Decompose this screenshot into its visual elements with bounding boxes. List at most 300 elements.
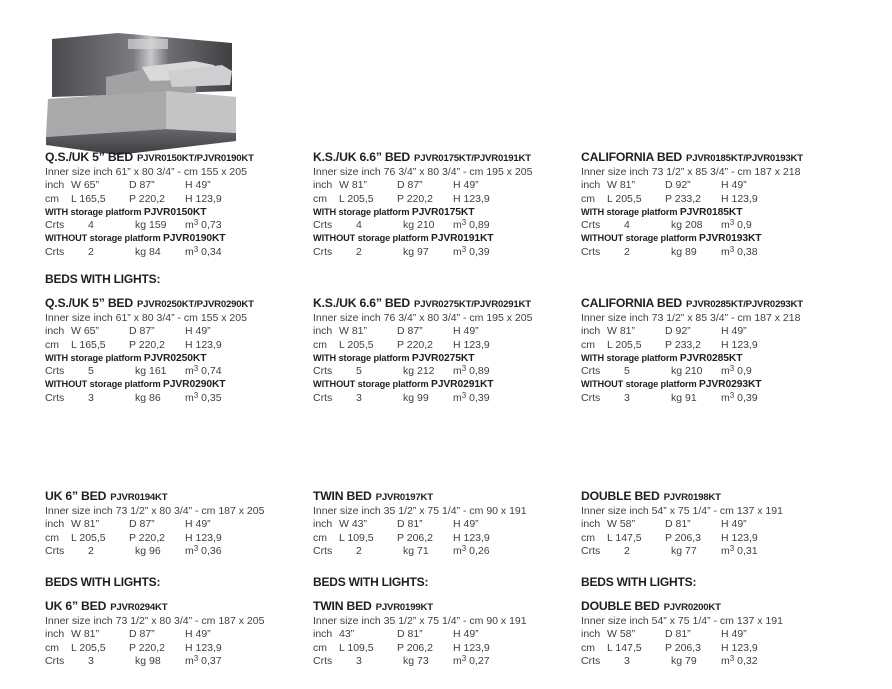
storage-option <box>45 232 315 245</box>
cm-value: L 205,5 <box>339 192 374 205</box>
inner-size-text: Inner size inch 35 1/2” x 75 1/4” - cm 90 x 191 <box>313 615 527 627</box>
volume-exponent: 3 <box>193 543 199 553</box>
volume-value: 0,31 <box>734 544 758 557</box>
crts-label: Crts <box>581 544 601 557</box>
crts-weight: kg 98 <box>135 654 161 667</box>
crts-count: 2 <box>356 544 362 557</box>
storage-label: WITHOUT storage platform <box>581 379 697 390</box>
volume-unit: m <box>453 391 462 404</box>
cm-value: H 123,9 <box>185 531 222 544</box>
inch-value: W 58” <box>607 518 636 531</box>
storage-code: PJVR0275KT <box>411 352 475 364</box>
cm-dimensions <box>581 193 851 206</box>
cm-value: P 206,2 <box>397 641 434 654</box>
cm-value: L 109,5 <box>339 531 374 544</box>
cm-value: L 205,5 <box>607 192 642 205</box>
crts-volume <box>721 246 758 259</box>
crts-label: Crts <box>45 391 65 404</box>
cm-value: P 233,2 <box>665 192 702 205</box>
volume-unit: m <box>185 219 194 232</box>
crts-label: Crts <box>45 219 65 232</box>
cm-value: P 220,2 <box>397 192 434 205</box>
product-code: PJVR0294KT <box>110 602 168 613</box>
crts-count: 4 <box>624 219 630 232</box>
cm-value: L 205,5 <box>607 338 642 351</box>
product-name: CALIFORNIA BED <box>581 296 683 310</box>
inch-dimensions <box>313 518 583 531</box>
product-title <box>313 489 583 505</box>
crts-count: 3 <box>88 654 94 667</box>
crts-weight: kg 161 <box>135 365 167 378</box>
volume-value: 0,39 <box>466 245 490 258</box>
cm-value: H 123,9 <box>185 192 222 205</box>
crts-weight: kg 99 <box>403 391 429 404</box>
inch-value: D 92” <box>665 179 691 192</box>
volume-value: 0,89 <box>466 365 490 378</box>
inner-size-text: Inner size inch 73 1/2” x 80 3/4” - cm 187 x 205 <box>45 615 265 627</box>
storage-option <box>581 352 851 365</box>
crts-count: 5 <box>356 365 362 378</box>
crts-count: 4 <box>88 219 94 232</box>
volume-unit: m <box>721 391 730 404</box>
cm-value: H 123,9 <box>185 641 222 654</box>
crts-row <box>45 365 315 378</box>
volume-exponent: 3 <box>461 543 467 553</box>
crts-weight: kg 84 <box>135 245 161 258</box>
inch-value: W 81” <box>339 325 368 338</box>
volume-unit: m <box>453 365 462 378</box>
cm-value: H 123,9 <box>453 641 490 654</box>
crts-volume <box>721 545 758 558</box>
crts-volume <box>721 219 752 232</box>
product-title <box>313 599 583 615</box>
inch-value: inch <box>313 628 333 641</box>
storage-label: WITHOUT storage platform <box>581 233 697 244</box>
inner-size-text: Inner size inch 54” x 75 1/4” - cm 137 x 191 <box>581 505 783 517</box>
crts-row <box>581 392 851 405</box>
crts-count: 2 <box>624 245 630 258</box>
inch-value: W 81” <box>71 628 100 641</box>
storage-code: PJVR0150KT <box>143 206 207 218</box>
volume-exponent: 3 <box>729 364 735 374</box>
inch-value: inch <box>45 325 65 338</box>
inner-size <box>45 166 315 179</box>
crts-row <box>581 365 851 378</box>
cm-value: P 233,2 <box>665 338 702 351</box>
storage-code: PJVR0293KT <box>698 379 762 391</box>
inch-dimensions <box>313 325 583 338</box>
crts-count: 3 <box>624 391 630 404</box>
inch-value: H 49” <box>185 325 211 338</box>
volume-exponent: 3 <box>729 653 735 663</box>
product-title <box>313 150 583 166</box>
cm-value: H 123,9 <box>721 338 758 351</box>
crts-label: Crts <box>313 245 333 258</box>
volume-exponent: 3 <box>193 244 199 254</box>
inch-value: H 49” <box>185 179 211 192</box>
crts-label: Crts <box>45 245 65 258</box>
storage-label: WITH storage platform <box>581 352 678 363</box>
volume-value: 0,73 <box>198 219 222 232</box>
product-block <box>581 296 851 405</box>
crts-volume <box>185 655 222 668</box>
volume-value: 0,27 <box>466 654 490 667</box>
cm-value: L 165,5 <box>71 338 106 351</box>
crts-row <box>313 219 583 232</box>
crts-volume <box>453 365 490 378</box>
product-code: PJVR0150KT/PJVR0190KT <box>136 153 254 164</box>
product-title <box>45 489 315 505</box>
cm-value: L 205,5 <box>71 641 106 654</box>
crts-volume <box>185 246 222 259</box>
crts-weight: kg 212 <box>403 365 435 378</box>
crts-count: 3 <box>624 654 630 667</box>
product-code: PJVR0175KT/PJVR0191KT <box>414 153 531 164</box>
inch-value: H 49” <box>453 179 479 192</box>
crts-label: Crts <box>581 391 601 404</box>
volume-unit: m <box>185 391 194 404</box>
product-code: PJVR0285KT/PJVR0293KT <box>686 299 803 310</box>
product-code: PJVR0199KT <box>375 602 433 613</box>
cm-value: L 165,5 <box>71 192 106 205</box>
cm-dimensions <box>45 532 315 545</box>
inch-value: W 81” <box>71 518 100 531</box>
inch-value: D 87” <box>129 628 155 641</box>
inner-size <box>581 615 851 628</box>
cm-value: P 220,2 <box>129 338 166 351</box>
volume-value: 0,89 <box>466 219 490 232</box>
cm-value: P 220,2 <box>397 338 434 351</box>
volume-value: 0,26 <box>466 544 490 557</box>
cm-value: cm <box>45 338 59 351</box>
cm-value: P 206,3 <box>665 531 702 544</box>
crts-weight: kg 210 <box>403 219 435 232</box>
storage-label: WITHOUT storage platform <box>45 379 161 390</box>
inch-value: inch <box>313 325 333 338</box>
storage-option <box>581 232 851 245</box>
storage-option <box>45 378 315 391</box>
crts-label: Crts <box>45 544 65 557</box>
inner-size-text: Inner size inch 73 1/2” x 80 3/4” - cm 187 x 205 <box>45 505 265 517</box>
cm-value: H 123,9 <box>453 531 490 544</box>
storage-option <box>45 206 315 219</box>
product-title <box>45 296 315 312</box>
cm-dimensions <box>581 339 851 352</box>
inch-value: D 87” <box>129 518 155 531</box>
storage-label: WITHOUT storage platform <box>45 233 161 244</box>
volume-value: 0,39 <box>466 391 490 404</box>
cm-dimensions <box>313 642 583 655</box>
crts-row <box>313 545 583 558</box>
cm-dimensions <box>313 193 583 206</box>
inch-dimensions <box>45 179 315 192</box>
inner-size <box>581 312 851 325</box>
product-title <box>313 296 583 312</box>
inch-value: D 81” <box>665 518 691 531</box>
volume-unit: m <box>721 245 730 258</box>
section-heading: BEDS WITH LIGHTS: <box>313 575 429 589</box>
cm-value: cm <box>45 641 59 654</box>
inner-size-text: Inner size inch 76 3/4” x 80 3/4” - cm 195 x 205 <box>313 312 533 324</box>
inner-size-text: Inner size inch 61” x 80 3/4” - cm 155 x 205 <box>45 312 247 324</box>
crts-count: 3 <box>88 391 94 404</box>
inner-size <box>45 615 315 628</box>
crts-weight: kg 208 <box>671 219 703 232</box>
crts-volume <box>453 219 490 232</box>
cm-value: H 123,9 <box>721 531 758 544</box>
cm-dimensions <box>313 339 583 352</box>
crts-label: Crts <box>313 654 333 667</box>
inch-dimensions <box>581 628 851 641</box>
storage-label: WITH storage platform <box>45 352 142 363</box>
crts-weight: kg 77 <box>671 544 697 557</box>
volume-exponent: 3 <box>729 218 735 228</box>
volume-exponent: 3 <box>729 390 735 400</box>
inch-value: W 43” <box>339 518 368 531</box>
product-block <box>45 489 315 558</box>
crts-label: Crts <box>313 391 333 404</box>
volume-value: 0,9 <box>734 365 752 378</box>
inch-value: H 49” <box>453 518 479 531</box>
cm-value: P 220,2 <box>129 641 166 654</box>
cm-dimensions <box>313 532 583 545</box>
crts-row <box>313 655 583 668</box>
cm-value: cm <box>45 531 59 544</box>
storage-option <box>581 206 851 219</box>
product-name: Q.S./UK 5” BED <box>45 296 133 310</box>
storage-code: PJVR0285KT <box>679 352 743 364</box>
product-name: UK 6” BED <box>45 599 107 613</box>
crts-row <box>45 246 315 259</box>
volume-exponent: 3 <box>461 653 467 663</box>
crts-volume <box>453 545 490 558</box>
storage-option <box>313 352 583 365</box>
crts-volume <box>453 246 490 259</box>
crts-count: 3 <box>356 654 362 667</box>
crts-row <box>313 365 583 378</box>
volume-value: 0,36 <box>198 544 222 557</box>
storage-label: WITH storage platform <box>313 352 410 363</box>
crts-weight: kg 71 <box>403 544 429 557</box>
cm-dimensions <box>45 193 315 206</box>
volume-exponent: 3 <box>193 364 199 374</box>
cm-value: cm <box>313 338 327 351</box>
cm-value: H 123,9 <box>721 641 758 654</box>
inch-value: inch <box>581 325 601 338</box>
storage-option <box>313 206 583 219</box>
crts-label: Crts <box>313 365 333 378</box>
storage-label: WITH storage platform <box>581 206 678 217</box>
storage-code: PJVR0193KT <box>698 233 762 245</box>
crts-weight: kg 159 <box>135 219 167 232</box>
crts-volume <box>185 365 222 378</box>
crts-weight: kg 96 <box>135 544 161 557</box>
crts-count: 2 <box>88 245 94 258</box>
product-code: PJVR0250KT/PJVR0290KT <box>136 299 254 310</box>
storage-label: WITH storage platform <box>45 206 142 217</box>
inch-value: D 87” <box>129 179 155 192</box>
volume-exponent: 3 <box>461 218 467 228</box>
volume-value: 0,74 <box>198 365 222 378</box>
crts-count: 2 <box>624 544 630 557</box>
storage-label: WITHOUT storage platform <box>313 379 429 390</box>
inch-value: W 81” <box>607 325 636 338</box>
inch-value: H 49” <box>453 628 479 641</box>
volume-unit: m <box>721 654 730 667</box>
volume-value: 0,32 <box>734 654 758 667</box>
inch-value: 43” <box>339 628 355 641</box>
inch-value: W 81” <box>607 179 636 192</box>
storage-option <box>581 378 851 391</box>
inch-dimensions <box>313 179 583 192</box>
volume-exponent: 3 <box>461 244 467 254</box>
product-name: UK 6” BED <box>45 489 107 503</box>
crts-volume <box>721 365 752 378</box>
crts-row <box>45 655 315 668</box>
product-block <box>313 599 583 668</box>
crts-volume <box>185 392 222 405</box>
crts-label: Crts <box>581 245 601 258</box>
inner-size <box>313 505 583 518</box>
storage-option <box>313 378 583 391</box>
crts-row <box>581 545 851 558</box>
volume-unit: m <box>453 654 462 667</box>
product-code: PJVR0200KT <box>663 602 721 613</box>
crts-volume <box>185 219 222 232</box>
inner-size <box>313 166 583 179</box>
inch-value: D 81” <box>397 518 423 531</box>
volume-exponent: 3 <box>461 364 467 374</box>
inch-dimensions <box>581 518 851 531</box>
crts-volume <box>721 655 758 668</box>
cm-value: P 206,3 <box>665 641 702 654</box>
product-name: K.S./UK 6.6” BED <box>313 296 411 310</box>
volume-unit: m <box>721 544 730 557</box>
product-block <box>313 489 583 558</box>
inch-value: inch <box>45 628 65 641</box>
storage-label: WITH storage platform <box>313 206 410 217</box>
crts-count: 5 <box>624 365 630 378</box>
product-code: PJVR0198KT <box>663 492 721 503</box>
inner-size <box>313 312 583 325</box>
storage-code: PJVR0250KT <box>143 352 207 364</box>
crts-label: Crts <box>313 219 333 232</box>
crts-row <box>313 246 583 259</box>
section-heading: BEDS WITH LIGHTS: <box>581 575 697 589</box>
crts-row <box>45 392 315 405</box>
crts-label: Crts <box>45 654 65 667</box>
inch-value: D 87” <box>397 325 423 338</box>
volume-exponent: 3 <box>729 244 735 254</box>
product-name: CALIFORNIA BED <box>581 150 683 164</box>
cm-value: P 220,2 <box>129 192 166 205</box>
cm-value: H 123,9 <box>721 192 758 205</box>
storage-code: PJVR0185KT <box>679 206 743 218</box>
crts-row <box>581 655 851 668</box>
inch-value: D 87” <box>397 179 423 192</box>
crts-count: 5 <box>88 365 94 378</box>
product-title <box>581 296 851 312</box>
crts-count: 4 <box>356 219 362 232</box>
inch-value: D 81” <box>665 628 691 641</box>
volume-value: 0,35 <box>198 391 222 404</box>
cm-value: cm <box>313 641 327 654</box>
inner-size-text: Inner size inch 61” x 80 3/4” - cm 155 x 205 <box>45 166 247 178</box>
crts-count: 2 <box>88 544 94 557</box>
storage-option <box>45 352 315 365</box>
storage-code: PJVR0175KT <box>411 206 475 218</box>
crts-weight: kg 73 <box>403 654 429 667</box>
volume-value: 0,9 <box>734 219 752 232</box>
section-heading: BEDS WITH LIGHTS: <box>45 575 161 589</box>
crts-volume <box>721 392 758 405</box>
product-title <box>581 489 851 505</box>
crts-row <box>45 219 315 232</box>
volume-value: 0,34 <box>198 245 222 258</box>
crts-count: 3 <box>356 391 362 404</box>
crts-label: Crts <box>45 365 65 378</box>
inner-size-text: Inner size inch 73 1/2” x 85 3/4” - cm 187 x 218 <box>581 312 801 324</box>
crts-label: Crts <box>313 544 333 557</box>
crts-label: Crts <box>581 365 601 378</box>
volume-unit: m <box>185 544 194 557</box>
storage-code: PJVR0191KT <box>430 233 494 245</box>
inch-value: D 81” <box>397 628 423 641</box>
inch-dimensions <box>45 628 315 641</box>
volume-exponent: 3 <box>193 218 199 228</box>
volume-value: 0,37 <box>198 654 222 667</box>
cm-value: cm <box>313 531 327 544</box>
product-title <box>581 150 851 166</box>
volume-unit: m <box>185 245 194 258</box>
product-name: Q.S./UK 5” BED <box>45 150 133 164</box>
crts-weight: kg 86 <box>135 391 161 404</box>
cm-value: cm <box>313 192 327 205</box>
inch-dimensions <box>45 518 315 531</box>
cm-value: cm <box>581 531 595 544</box>
inch-value: inch <box>581 179 601 192</box>
inch-value: H 49” <box>185 628 211 641</box>
inch-value: D 87” <box>129 325 155 338</box>
inch-value: inch <box>313 518 333 531</box>
product-block <box>45 296 315 405</box>
cm-value: P 220,2 <box>129 531 166 544</box>
inch-value: D 92” <box>665 325 691 338</box>
volume-unit: m <box>453 544 462 557</box>
volume-unit: m <box>185 365 194 378</box>
volume-unit: m <box>721 219 730 232</box>
inch-value: H 49” <box>721 628 747 641</box>
inch-value: H 49” <box>721 179 747 192</box>
product-code: PJVR0185KT/PJVR0193KT <box>686 153 803 164</box>
cm-dimensions <box>581 532 851 545</box>
inch-value: W 65” <box>71 325 100 338</box>
inner-size <box>581 166 851 179</box>
inch-value: inch <box>45 518 65 531</box>
inch-value: inch <box>313 179 333 192</box>
product-block <box>581 150 851 259</box>
product-code: PJVR0194KT <box>110 492 168 503</box>
inch-dimensions <box>581 325 851 338</box>
bed-image <box>46 33 238 155</box>
inch-value: H 49” <box>453 325 479 338</box>
storage-code: PJVR0290KT <box>162 379 226 391</box>
cm-value: L 205,5 <box>339 338 374 351</box>
storage-code: PJVR0190KT <box>162 233 226 245</box>
inch-value: W 81” <box>339 179 368 192</box>
inch-value: H 49” <box>721 325 747 338</box>
inner-size <box>313 615 583 628</box>
